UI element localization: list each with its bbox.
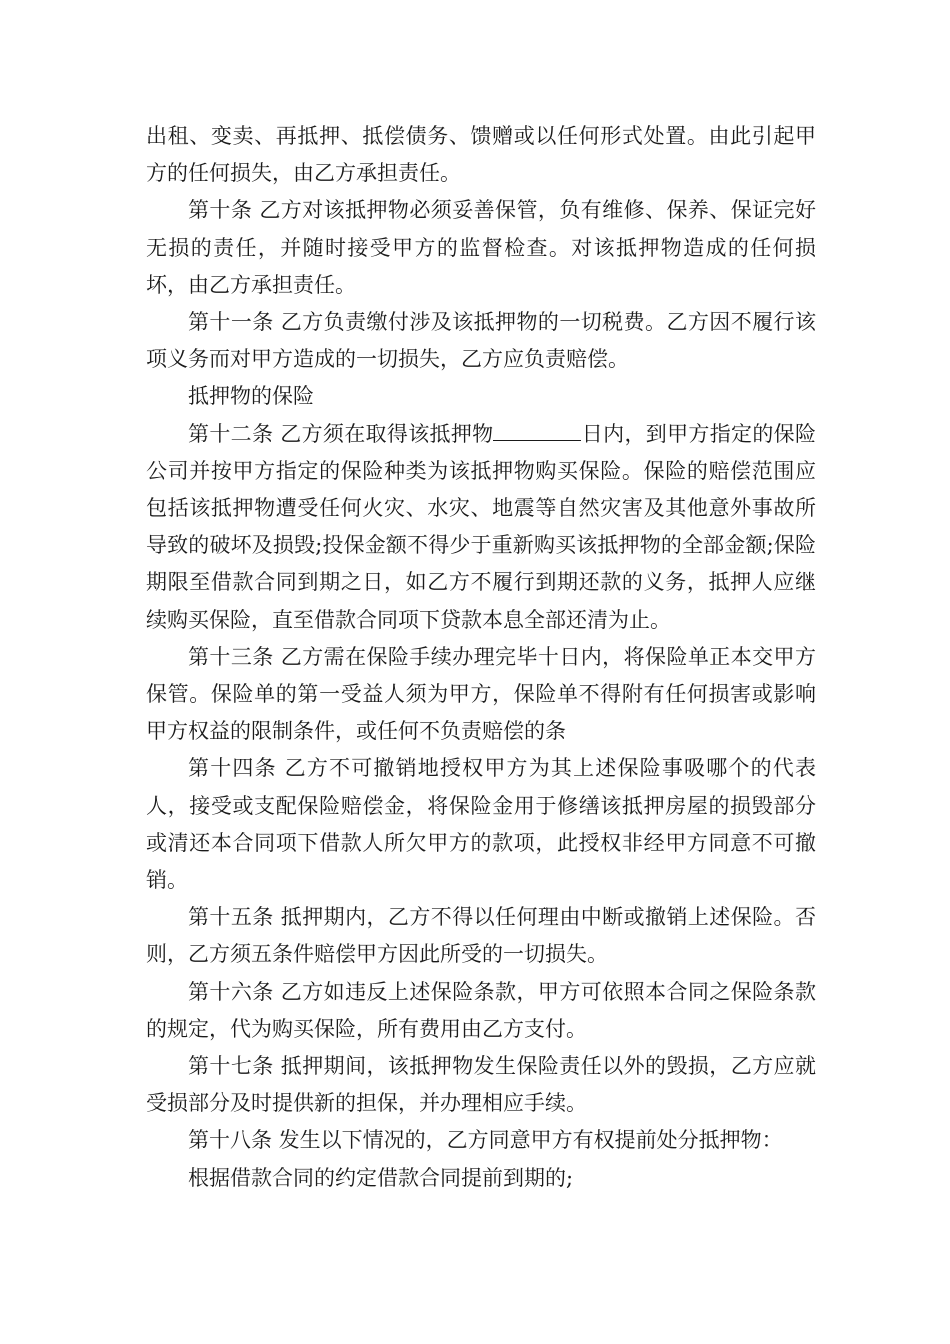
paragraph-article-15: 第十五条 抵押期内，乙方不得以任何理由中断或撤销上述保险。否则，乙方须五条件赔偿甲方因此所受的一切损失。: [146, 905, 816, 967]
paragraph-disposal-continued: 出租、变卖、再抵押、抵偿债务、馈赠或以任何形式处置。由此引起甲方的任何损失，由乙方承担责任。: [146, 124, 816, 186]
article-12-body-text: 日内，到甲方指定的保险公司并按甲方指定的保险种类为该抵押物购买保险。保险的赔偿范围应包括该抵押物遭受任何火灾、水灾、地震等自然灾害及其他意外事故所导致的破坏及损毁;投保金额不得少于重新购买该抵押物的全部金额;保险期限至借款合同到期之日，如乙方不履行到期还款的义务，抵押人应继续购买保险，直至借款合同项下贷款本息全部还清为止。: [146, 421, 817, 632]
article-12-lead-text: 第十二条 乙方须在取得该抵押物: [188, 421, 494, 446]
paragraph-article-18: 第十八条 发生以下情况的，乙方同意甲方有权提前处分抵押物：: [188, 1128, 783, 1153]
fill-in-blank-line: [493, 422, 581, 441]
paragraph-article-11: 第十一条 乙方负责缴付涉及该抵押物的一切税费。乙方因不履行该项义务而对甲方造成的一切损失，乙方应负责赔偿。: [146, 310, 816, 372]
section-heading-insurance: 抵押物的保险: [188, 384, 314, 409]
paragraph-article-18-item-1: 根据借款合同的约定借款合同提前到期的;: [188, 1165, 574, 1190]
paragraph-article-17: 第十七条 抵押期间，该抵押物发生保险责任以外的毁损，乙方应就受损部分及时提供新的担保，并办理相应手续。: [146, 1054, 816, 1116]
document-body: [146, 118, 816, 1197]
paragraph-article-13: 第十三条 乙方需在保险手续办理完毕十日内，将保险单正本交甲方保管。保险单的第一受益人须为甲方，保险单不得附有任何损害或影响甲方权益的限制条件，或任何不负责赔偿的条: [146, 644, 816, 744]
paragraph-article-12: [146, 416, 816, 639]
paragraph-article-14: 第十四条 乙方不可撤销地授权甲方为其上述保险事吸哪个的代表人，接受或支配保险赔偿金，将保险金用于修缮该抵押房屋的损毁部分或清还本合同项下借款人所欠甲方的款项，此授权非经甲方同意不可撤销。: [146, 756, 816, 893]
paragraph-article-16: 第十六条 乙方如违反上述保险条款，甲方可依照本合同之保险条款的规定，代为购买保险，所有费用由乙方支付。: [146, 979, 816, 1041]
paragraph-article-10: 第十条 乙方对该抵押物必须妥善保管，负有维修、保养、保证完好无损的责任，并随时接受甲方的监督检查。对该抵押物造成的任何损坏，由乙方承担责任。: [146, 198, 816, 297]
